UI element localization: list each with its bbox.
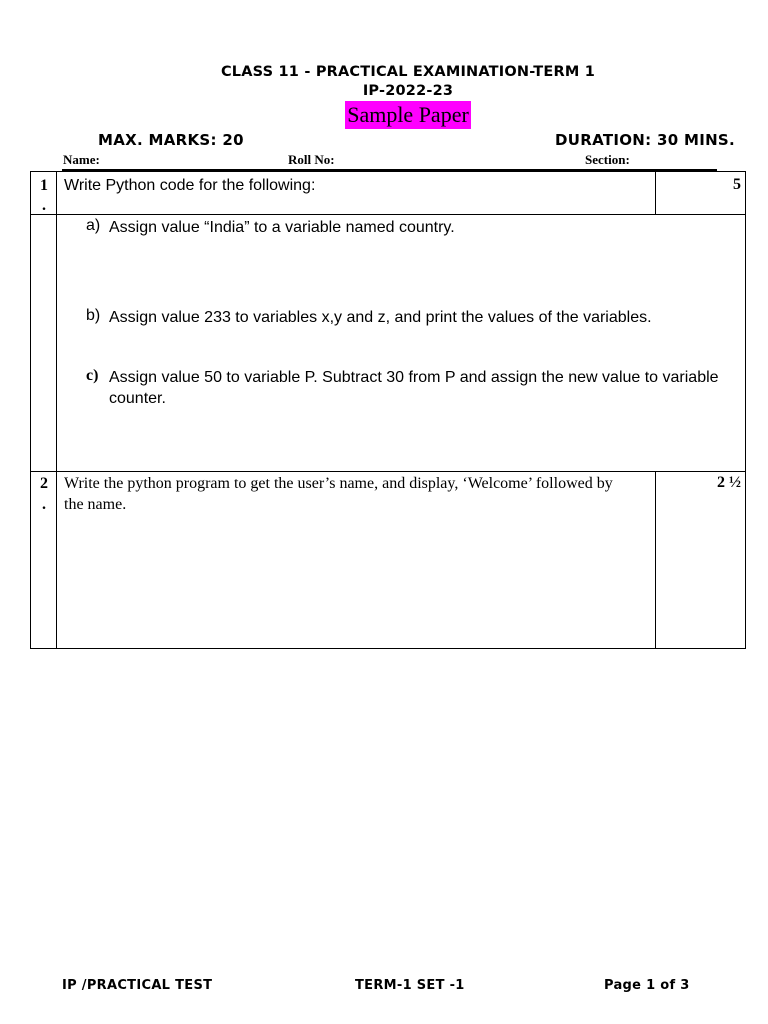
number-column-divider: [56, 172, 57, 648]
subpart-label: a): [86, 217, 101, 234]
marks-column-divider-q2: [655, 472, 656, 648]
exam-session: IP-2022-23: [362, 83, 454, 99]
row-divider: [31, 214, 745, 215]
subpart-text: Assign value “India” to a variable named country.: [109, 219, 455, 236]
max-marks: MAX. MARKS: 20: [98, 131, 244, 149]
page-number: Page 1 of 3: [604, 978, 690, 993]
paper-type-highlight: Sample Paper: [347, 102, 469, 127]
marks-column-divider-q1: [655, 172, 656, 215]
footer-center: TERM-1 SET -1: [355, 978, 465, 993]
duration: DURATION: 30 MINS.: [555, 131, 736, 149]
subpart-text: Assign value 50 to variable P. Subtract 30 from P and assign the new value to variable counter.: [109, 369, 719, 407]
subpart-label: b): [86, 307, 101, 324]
subpart-label: c): [86, 367, 99, 384]
name-label: Name:: [63, 152, 100, 167]
question-marks: 5: [733, 176, 741, 193]
question-number: 1: [40, 177, 48, 194]
roll-number-label: Roll No:: [288, 152, 335, 167]
row-divider: [31, 471, 745, 472]
question-number-dot: .: [42, 197, 46, 214]
section-label: Section:: [585, 152, 630, 167]
exam-title: CLASS 11 - PRACTICAL EXAMINATION-TERM 1: [220, 64, 596, 80]
question-number-dot: .: [42, 496, 46, 513]
question-table: [30, 171, 746, 649]
footer-left: IP /PRACTICAL TEST: [62, 978, 213, 993]
question-text: Write the python program to get the user’s name, and display, ‘Welcome’ followed by the name.: [64, 475, 613, 513]
subpart-text: Assign value 233 to variables x,y and z, and print the values of the variables.: [109, 309, 652, 326]
question-number: 2: [40, 475, 48, 492]
paper-type-wrapper: [0, 101, 768, 129]
question-marks: 2 ½: [717, 474, 741, 491]
question-text: Write Python code for the following:: [64, 177, 316, 194]
